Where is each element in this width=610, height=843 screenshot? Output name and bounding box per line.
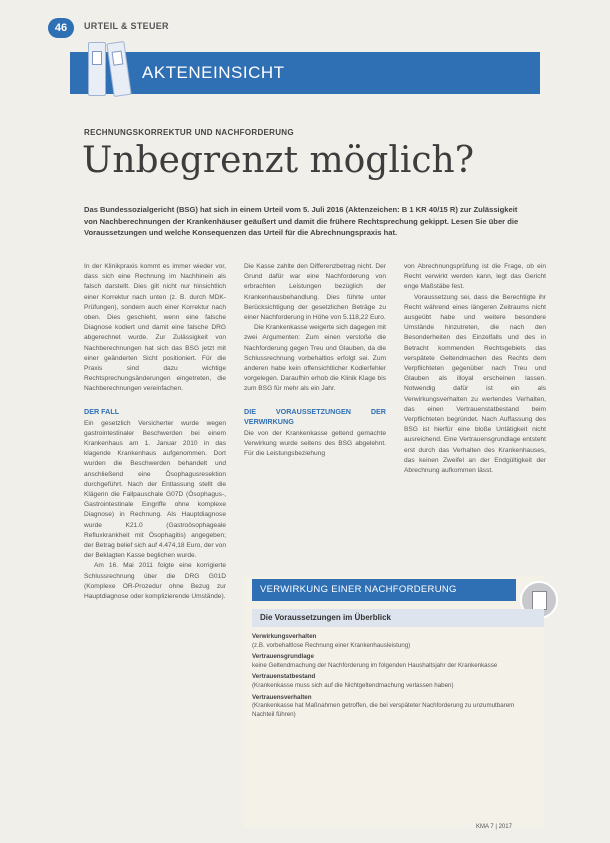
list-item-label: Vertrauenstatbestand: [252, 673, 316, 681]
list-item: [252, 633, 532, 650]
paragraph: In der Klinikpraxis kommt es immer wieder vor, dass sich eine Rechnung im Nachhinein als falsch darstellt. Dies gilt nicht nur hinsichtlich einer Korrektur nach unten (z. B. durch MDK-Prüfungen), sondern auch einer Korrektur nach oben. Dies geschieht, wenn eine falsche Diagnose kodiert und damit eine falsche DRG abgerechnet wurde. Zur Zulässigkeit von Nachberechnungen hat sich das BSG jetzt mit einer geänderten Sicht positioniert. Für die Praxis sind dazu wichtige Rechtsprechungsänderungen eingetreten, die Nachberechnungen vereinfachen.: [84, 263, 226, 393]
paragraph: Die Kasse zahlte den Differenzbetrag nicht. Der Grund dafür war eine Nachforderung von erbrachten Leistungen bezüglich der Krankenhausbehandlung. Dies führte unter Berücksichtigung der gesetzlichen Beträge zu einer Nachforderung in Höhe von 5.118,22 Euro.: [244, 263, 386, 322]
list-item-label: Verwirkungsverhalten: [252, 633, 317, 640]
paragraph: Ein gesetzlich Versicherter wurde wegen gastrointestinaler Beschwerden bei einem Krankenhaus am 1. Januar 2010 in das klagende Krankenhaus aufgenommen. Dort wurden die Beschwerden behandelt und anschließend eine Ösophagusresektion durchgeführt. Nach der Entlassung stellt die Klägerin die Fallpauschale G07D (Ösophagus-, Gastrointestinale Eingriffe ohne komplexe Diagnose) in Rechnung. Als Hauptdiagnose wurde K21.0 (Gastroösophageale Refluxkrankheit mit Ösophagitis) angegeben; der Betrag belief sich auf 4.474,18 Euro, der von der Beklagten Kasse beglichen wurde.: [84, 419, 226, 560]
list-item-text: keine Geltendmachung der Nachforderung im folgenden Haushaltsjahr der Krankenkasse: [252, 661, 498, 669]
article-intro: Das Bundessozialgericht (BSG) hat sich in einem Urteil vom 5. Juli 2016 (Aktenzeichen: B 1 KR 40/15 R) zur Zulässigkeit von Nachberechnungen der Krankenhäuser geäußert und damit die frühere Rechtsprechung gekippt. Lesen Sie über die Voraussetzungen und welche Konsequenzen das Urteil für die Abrechnungspraxis hat.: [84, 205, 519, 237]
paragraph: Die von der Krankenkasse geltend gemachte Verwirkung wurde seitens des BSG abgelehnt. Für die Leistungsbeziehung: [244, 429, 386, 458]
article-column-1: [84, 262, 226, 602]
section-label: URTEIL & STEUER: [84, 21, 169, 31]
page-footer: KMA 7 | 2017: [476, 824, 512, 830]
paragraph: von Abrechnungsprüfung ist die Frage, ob ein Recht verwirkt werden kann, legt das Gericht enge Maßstäbe fest.: [404, 263, 546, 291]
info-box: [244, 575, 544, 827]
list-item-text: (Krankenkasse hat Maßnahmen getroffen, die bei verspäteter Nachforderung zu unzumutbarem Nachteil führen): [252, 702, 515, 718]
banner-title: AKTENEINSICHT: [142, 63, 285, 82]
section-banner: [70, 52, 540, 94]
subheading: DIE VORAUSSETZUNGEN DER VERWIRKUNG: [244, 406, 386, 426]
info-box-subtitle: Die Voraussetzungen im Überblick: [252, 609, 544, 627]
info-box-list: [252, 633, 532, 722]
list-item: [252, 673, 532, 690]
article-column-3: [404, 262, 546, 476]
binder-icon: [106, 41, 131, 97]
paragraph: Am 16. Mai 2011 folgte eine korrigierte Schlussrechnung über die DRG G01D (Komplexe OR-Prozedur ohne Bezug zur Hauptdiagnose oder komplizierende Umstände).: [84, 562, 226, 601]
paragraph: Voraussetzung sei, dass die Berechtigte ihr Recht während eines längeren Zeitraums nicht ausgeübt habe und weitere besondere Umstände hinzutreten, die nach den Besonderheiten des Einzelfalls und des in Betracht kommenden Rechtsgebiets das verspätete Geltendmachen des Rechts dem Verpflichteten gegenüber nach Treu und Glauben als illoyal erscheinen lassen. Notwendig dafür ist ein als Verwirkungsverhalten zu wertendes Verhalten, das einen Vertrauenstatbestand beim Verpflichteten begründet. Nach Auffassung des BSG ist hierfür eine bloße Untätigkeit nicht ausreichend. Eine Vertrauensgrundlage entsteht erst durch das Verhalten des Krankenhauses, das keinen Zweifel an der Endgültigkeit der Abrechnung aufkommen lässt.: [404, 293, 546, 475]
list-item-label: Vertrauensverhalten: [252, 693, 312, 701]
page-number: 46: [48, 18, 74, 38]
article-kicker: RECHNUNGSKORREKTUR UND NACHFORDERUNG: [84, 128, 294, 137]
list-item-text: (z.B. vorbehaltlose Rechnung einer Krankenhausleistung): [252, 641, 411, 649]
article-headline: Unbegrenzt möglich?: [82, 140, 475, 181]
list-item: [252, 653, 532, 670]
list-item: [252, 694, 532, 720]
binder-icon: [88, 42, 106, 96]
list-item-label: Vertrauensgrundlage: [252, 653, 314, 661]
info-box-title: VERWIRKUNG EINER NACHFORDERUNG: [252, 579, 516, 601]
paragraph: Die Krankenkasse weigerte sich dagegen mit zwei Argumenten: Zum einen verstoße die Nachforderung gegen Treu und Glauben, da die Schlussrechnung vorbehaltlos erfolgt sei. Zum anderen habe kein offensichtlicher Kodierfehler vorgelegen. Daraufhin erhob die Klinik Klage bis zum BSG für mehr als ein Jahr.: [244, 324, 386, 393]
article-column-2: [244, 262, 386, 459]
list-item-text: (Krankenkasse muss sich auf die Nichtgeltendmachung verlassen haben): [252, 681, 454, 689]
subheading: DER FALL: [84, 406, 120, 416]
